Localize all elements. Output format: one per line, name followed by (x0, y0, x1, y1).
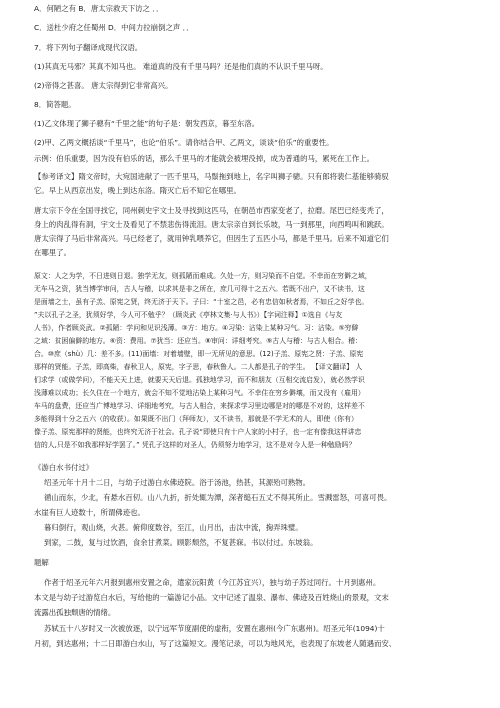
text-line: 到家，二鼓，复与过饮酒，食余甘煮菜。顾影颓然，不复甚寐。书以付过。东坡翁。 (44, 538, 318, 547)
text-line: 像子羔、原宪那样的贤能，也终究无济于社会。孔子说“即使只有十户人家的小村子，也一定有像我这样讲忠 (34, 428, 362, 436)
text-line: 《游白水书付过》 (34, 463, 94, 472)
text-line: (1)其真无马邪？其真不知马也。 难道真的没有千里马吗？还是他们真的不认识千里马呀。 (34, 62, 328, 71)
text-line: 之域：贫困偏僻的地方。⑥资：费用。⑦犹当：还应当。⑧审问：详细考究。⑨古人与稽：与古人相合。稽： (34, 337, 362, 345)
text-line: 在哪里了。 (34, 248, 71, 257)
text-line: (1)乙文体现了狮子骢有“千里之能”的句子是：朝发西京，暮至东洛。 (34, 119, 260, 128)
text-line: (2)甲、乙两文概括谈“千里马”，也论“伯乐”。请你结合甲、乙两文，谈谈“伯乐”的重要性。 (34, 138, 334, 147)
text-line: 唐太宗得了马后非常高兴。马已经老了，就用钟乳喂养它，但因生了五匹小马，都是千里马。后来不知道它们 (34, 234, 389, 243)
text-line: 无车马之资，犹当博学审问，古人与稽，以求其是非之所在，庶几可得十之五六。若既不出户，又不读书，这 (34, 285, 365, 293)
text-line: 信的人,只是不如我那样好学罢了。” 凭孔子这样的对圣人，仍须努力地学习，这不是对今人是一种勉励吗？ (34, 441, 356, 449)
text-line: 它。早上从西京出发，晚上到达东洛。隋灭亡后不知它在哪里。 (34, 186, 241, 195)
text-line: 苏轼五十八岁时又一次被放逐，以宁远军节度副使的虚衔，安置在惠州(今广东惠州)。绍圣元年(1094)十 (44, 624, 385, 633)
text-line: 月初，到达惠州；十二日即游白水山，写了这篇短文。漫笔记录，可以为地风光，也表现了东坡老人随遇而安、 (34, 639, 397, 648)
text-line: 【参考译文】隋文帝时，大宛国进献了一匹千里马，马鬃拖到地上，名字叫狮子骢。只有郎将裴仁基能够骑驭 (34, 172, 389, 181)
text-line: 们求学（或做学问），不能天天上进，就要天天后退。孤独地学习，而不和朋友（互相交流启发），就必然学识 (34, 376, 365, 384)
text-line: 那样的贤能。子羔，即高柴，春秋卫人，原宪，字子思，春秋鲁人。二人都是孔子的学生。 【译文翻译】 人 (34, 363, 363, 371)
text-line: 本文是与幼子过游览白水后，写给他的一篇游记小品。文中记述了温泉、瀑布、佛迹及百姓烧山的景观，文末 (34, 593, 389, 602)
text-line: 作者于绍圣元年六月报到惠州安置之命，遣家沅阳黄（今江苏宜兴），独与幼子苏过同行。十月到惠州。 (44, 578, 381, 587)
text-line: 循山而东，少北，有悬水百仞。山八九折，折处辄为潭，深者缒石五丈不得其所止。雪溅雷怒，可喜可畏。 (44, 493, 392, 502)
text-line: 浅薄难以成功；长久住在一个地方，就会不知不觉地沾染上某种习气。不幸住在穷乡僻壤，而又没有（雇用） (34, 389, 365, 397)
text-line: 绍圣元年十月十二日，与幼子过游白水佛迹院。浴于汤池，热甚，其源殆可熟物。 (44, 478, 311, 487)
text-line: 多能得到十分之五六（的收获）。如果既不出门（拜师友），又不读书，那就是不学无术的人，即使（你有） (34, 415, 358, 423)
text-line: 流露出孤独颓唐的情绪。 (34, 608, 116, 617)
text-line: (2)帝得之甚喜。 唐太宗得到它非常高兴。 (34, 81, 173, 90)
text-line: 题解 (34, 558, 49, 567)
text-line: 暮归倒行，观山烧，火甚。俯仰度数谷，至江，山月出，击汰中流，掬弄珠璧。 (44, 523, 303, 532)
text-line: 8．简答题。 (34, 100, 76, 109)
text-line: ”夫以孔子之圣，犹须好学，今人可不勉乎？（顾炎武《亭林文集·与人书》）【字词注释】①选自《与友 (34, 311, 343, 319)
text-line: 唐太宗下令在全国寻找它，同州刺史宇文士及寻找到这匹马，在朝邑市西家变老了，拉磨。尾巴已经变秃了， (34, 206, 389, 215)
text-line: 原文：人之为学，不日进则日退。独学无友，则孤陋而难成。久处一方，则习染而不自觉。不幸而在穷僻之域， (34, 272, 372, 280)
text-line: 示例：伯乐重要，因为没有伯乐的话，那么千里马的才能就会被埋没掉，成为普通的马，累死在工作上。 (34, 154, 374, 163)
text-line: A．何陋之有 B．唐太宗救天下访之 ．． (34, 4, 164, 13)
text-line: 7．将下列句子翻译成现代汉语。 (34, 43, 143, 52)
text-line: 人书》，作者顾炎武。②孤陋：学问和见识浅薄。③方：地方。④习染：沾染上某种习气。习：沾染。⑤穷僻 (34, 324, 359, 332)
text-line: 合。⑩庶（shù）几：差不多。(11)面墙：对着墙壁，即一无所见的意思。(12)子羔、原宪之贤：子羔、原宪 (34, 350, 364, 358)
text-line: 水崖有巨人迹数十，所谓佛迹也。 (34, 508, 145, 517)
text-line: 身上的肉乱得有洞，宇文士及看见了不禁悲伤得流泪。唐太宗亲自到长乐坡，马一到那里，向西鸣叫和跳跃。 (34, 220, 389, 229)
text-line: C．送杜少府之任蜀州 D．中间力拉崩倒之声 ．． (34, 23, 194, 32)
text-line: 是面墙之士，虽有子羔、原宪之贤，终无济于天下。子曰：“十室之邑，必有忠信如秋者焉，不如丘之好学也。 (34, 298, 369, 306)
text-line: 车马的盘费，还应当广博地学习、详细地考究，与古人相合，来探求学习里边哪是对的哪是不对的，这样差不 (34, 402, 365, 410)
